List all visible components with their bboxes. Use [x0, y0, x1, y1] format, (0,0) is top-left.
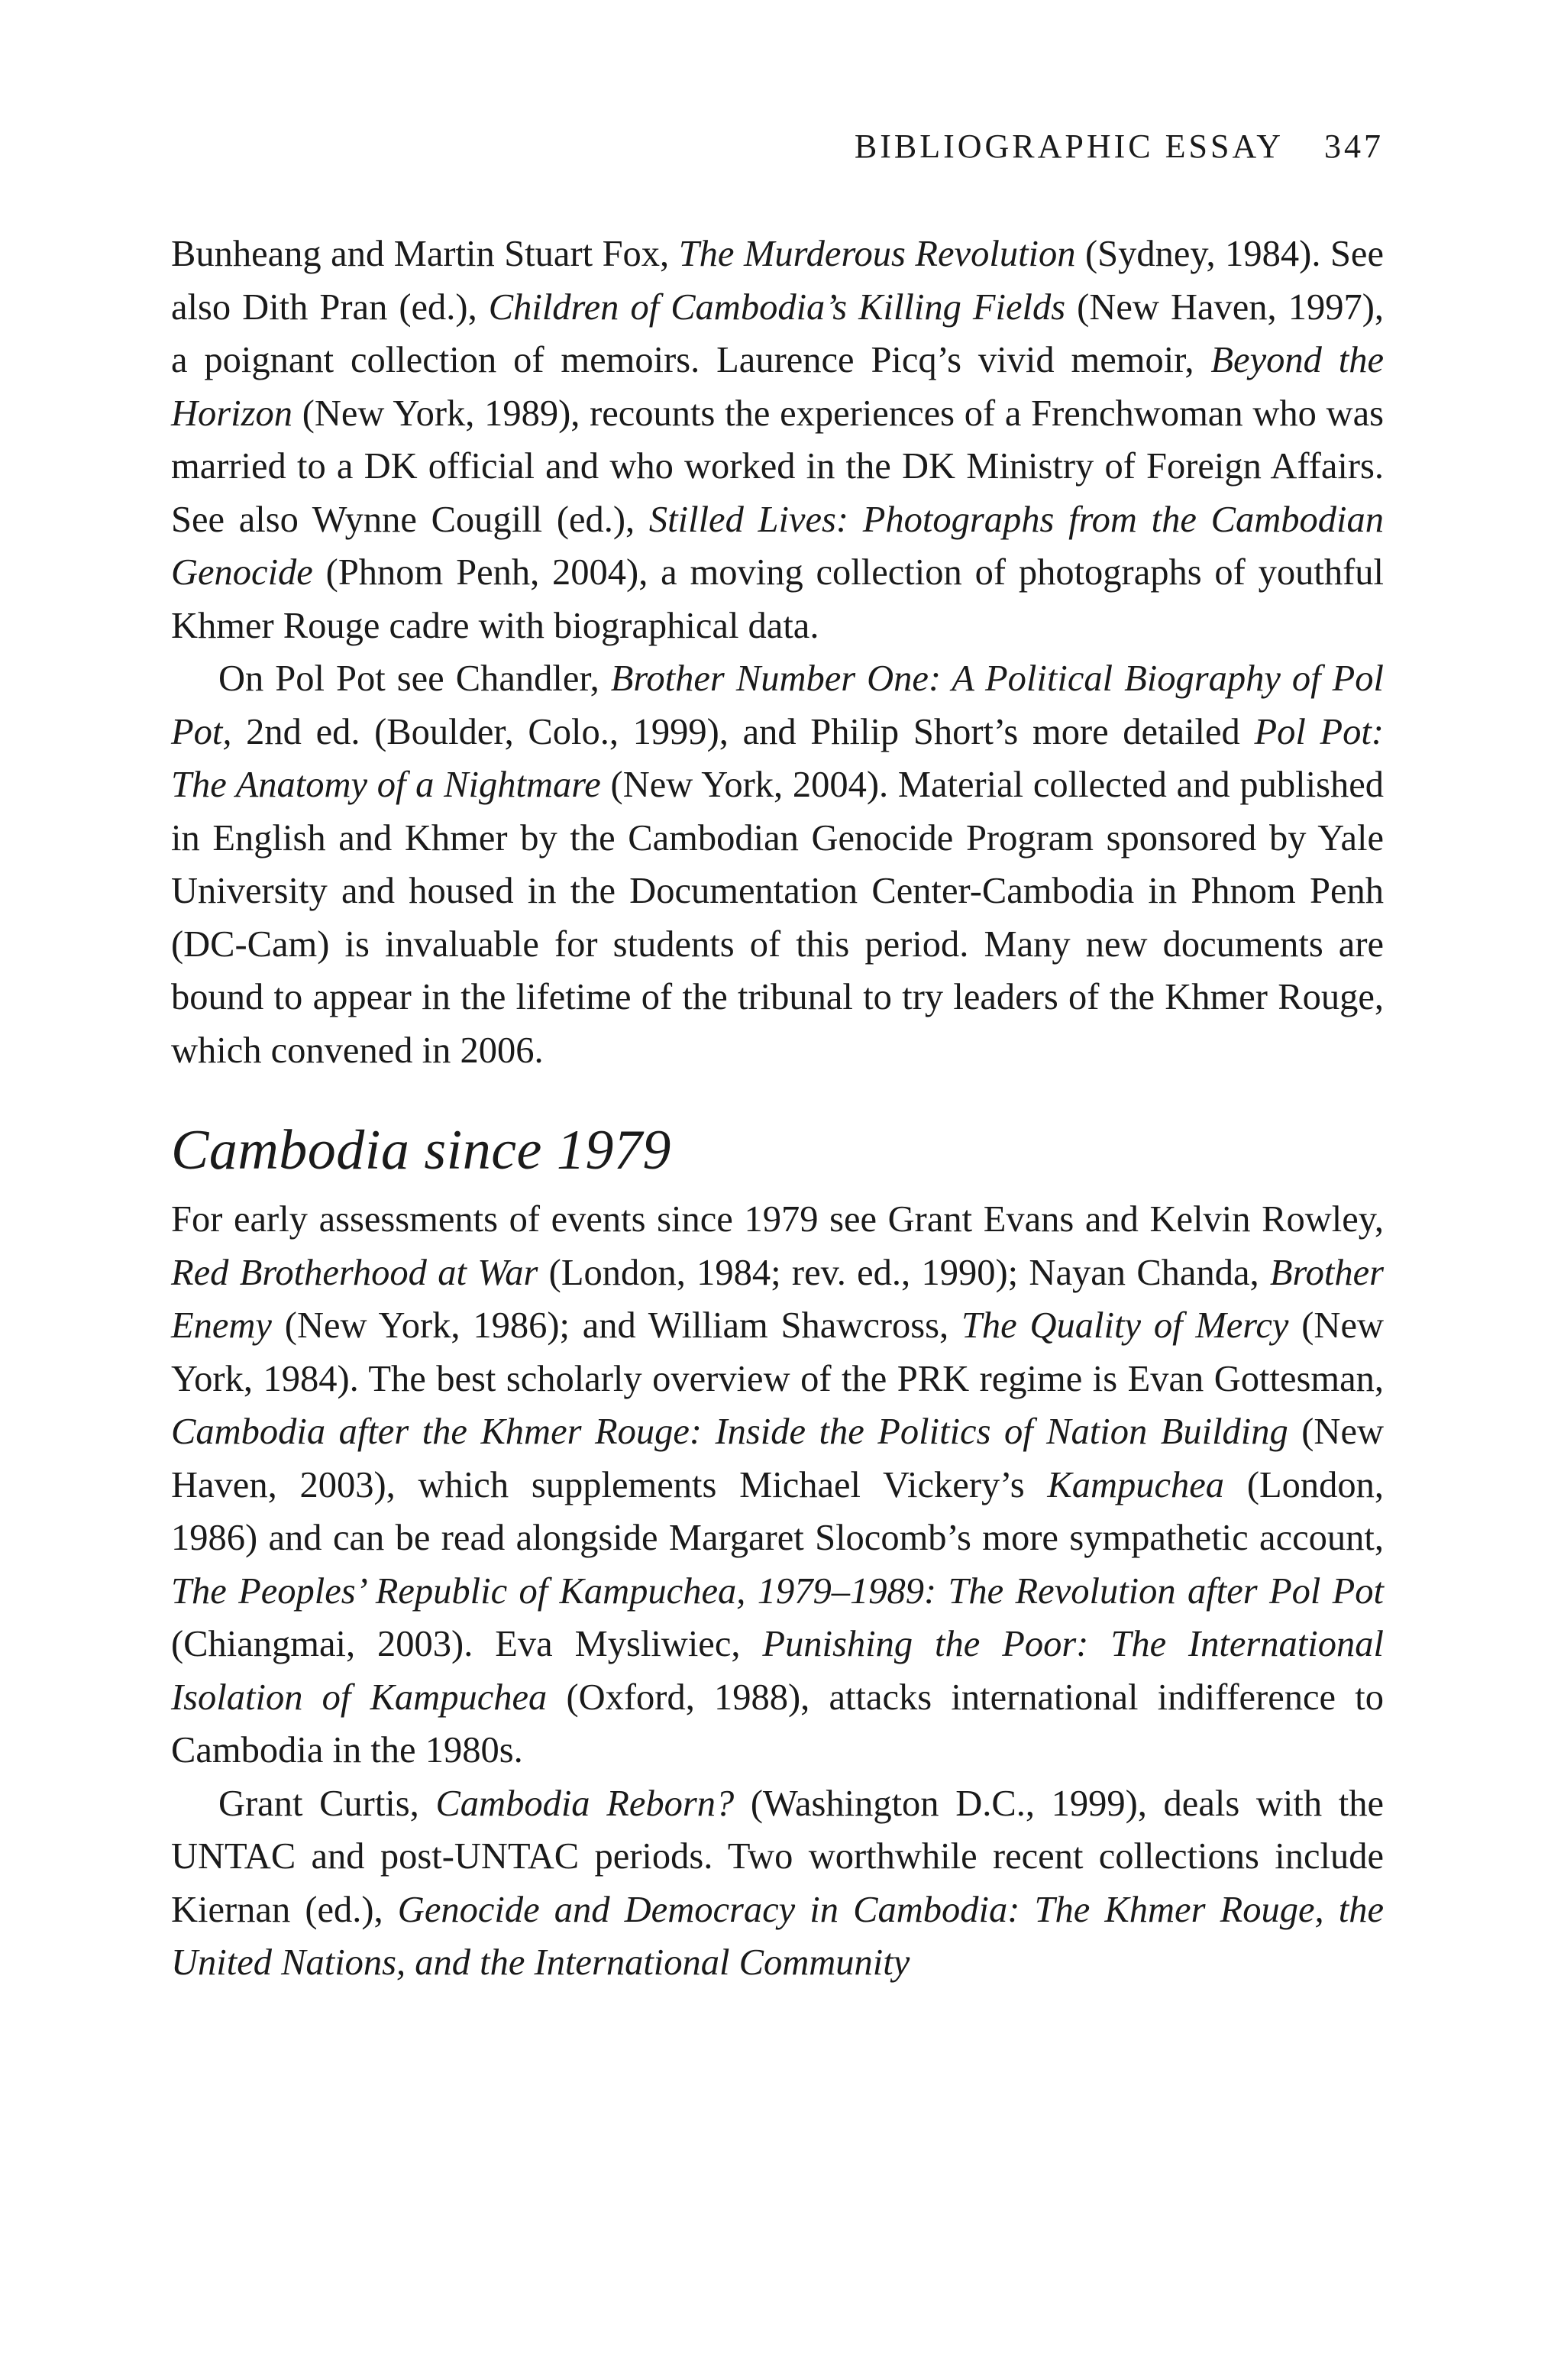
running-title: BIBLIOGRAPHIC ESSAY	[854, 128, 1284, 165]
text-span: (Washington D.C., 1999), deals with the UNTAC and post-UNTAC periods. Two worthwhile recent collections include Kiernan (ed.),	[171, 1783, 1384, 1930]
section-heading: Cambodia since 1979	[171, 1119, 671, 1182]
book-title: Cambodia after the Khmer Rouge: Inside the Politics of Nation Building	[171, 1412, 1288, 1452]
book-title: Kampuchea	[1047, 1464, 1225, 1505]
text-span: (New York, 1989), recounts the experiences of a Frenchwoman who was married to a DK official and who worked in the DK Ministry of Foreign Affairs. See also Wynne Cougill (ed.),	[171, 393, 1384, 540]
text-span: (Chiangmai, 2003). Eva Mysliwiec,	[171, 1624, 763, 1664]
book-title: Children of Cambodia’s Killing Fields	[488, 286, 1066, 328]
book-title: Beyond the Horizon	[171, 340, 1384, 434]
book-title: Red Brotherhood at War	[171, 1252, 538, 1293]
text-span: (New York, 1984). The best scholarly overview of the PRK regime is Evan Gottesman,	[171, 1305, 1384, 1399]
text-span: (London, 1986) and can be read alongside Margaret Slocomb’s more sympathetic account,	[171, 1464, 1384, 1558]
text-span: (New York, 1986); and William Shawcross,	[271, 1305, 961, 1346]
book-title: Pol Pot: The Anatomy of a Nightmare	[171, 711, 1384, 805]
page-number: 347	[1324, 128, 1384, 165]
text-span: (London, 1984; rev. ed., 1990); Nayan Chanda,	[538, 1252, 1270, 1293]
book-title: Punishing the Poor: The International Isolation of Kampuchea	[171, 1624, 1384, 1718]
book-title: The Quality of Mercy	[961, 1305, 1289, 1346]
essay-body	[171, 228, 1384, 1990]
text-span: On Pol Pot see Chandler,	[218, 658, 611, 699]
text-span: 2nd ed. (Boulder, Colo., 1999), and Philip Short’s more detailed	[231, 711, 1255, 752]
text-span: Grant Curtis,	[218, 1783, 436, 1824]
book-title: Cambodia Reborn?	[435, 1783, 735, 1824]
paragraph-3	[171, 1193, 1384, 1777]
paragraph-1	[171, 228, 1384, 652]
book-title: Stilled Lives: Photographs from the Cambodian Genocide	[171, 499, 1384, 593]
paragraph-2	[171, 652, 1384, 1077]
book-title: The Peoples’ Republic of Kampuchea, 1979–1989: The Revolution after Pol Pot	[171, 1570, 1384, 1612]
text-span: Bunheang and Martin Stuart Fox,	[171, 234, 679, 274]
text-span: (Oxford, 1988), attacks international indifference to Cambodia in the 1980s.	[171, 1677, 1384, 1770]
text-span: (Phnom Penh, 2004), a moving collection of photographs of youthful Khmer Rouge cadre with biographical data.	[171, 552, 1384, 646]
book-title: Brother Enemy	[171, 1252, 1384, 1346]
text-span: (New York, 2004). Material collected and published in English and Khmer by the Cambodian Genocide Program sponsored by Yale University and housed in the Documentation Center-Cambodia in Phnom Penh (DC-Cam) is invaluable for students of this period. Many new documents are bound to appear in the lifetime of the tribunal to try leaders of the Khmer Rouge, which convened in 2006.	[171, 765, 1384, 1071]
text-span: For early assessments of events since 1979 see Grant Evans and Kelvin Rowley,	[171, 1199, 1384, 1240]
book-title: The Murderous Revolution	[678, 234, 1076, 274]
book-title: Genocide and Democracy in Cambodia: The Khmer Rouge, the United Nations, and the International Community	[171, 1889, 1384, 1983]
running-head	[855, 130, 1384, 163]
text-span: (Sydney, 1984). See also Dith Pran (ed.),	[171, 234, 1384, 328]
text-span: (New Haven, 2003), which supplements Michael Vickery’s	[171, 1412, 1384, 1505]
book-title: Brother Number One: A Political Biography of Pol Pot,	[171, 658, 1385, 752]
paragraph-4	[171, 1777, 1384, 1990]
text-span: (New Haven, 1997), a poignant collection of memoirs. Laurence Picq’s vivid memoir,	[171, 286, 1384, 380]
